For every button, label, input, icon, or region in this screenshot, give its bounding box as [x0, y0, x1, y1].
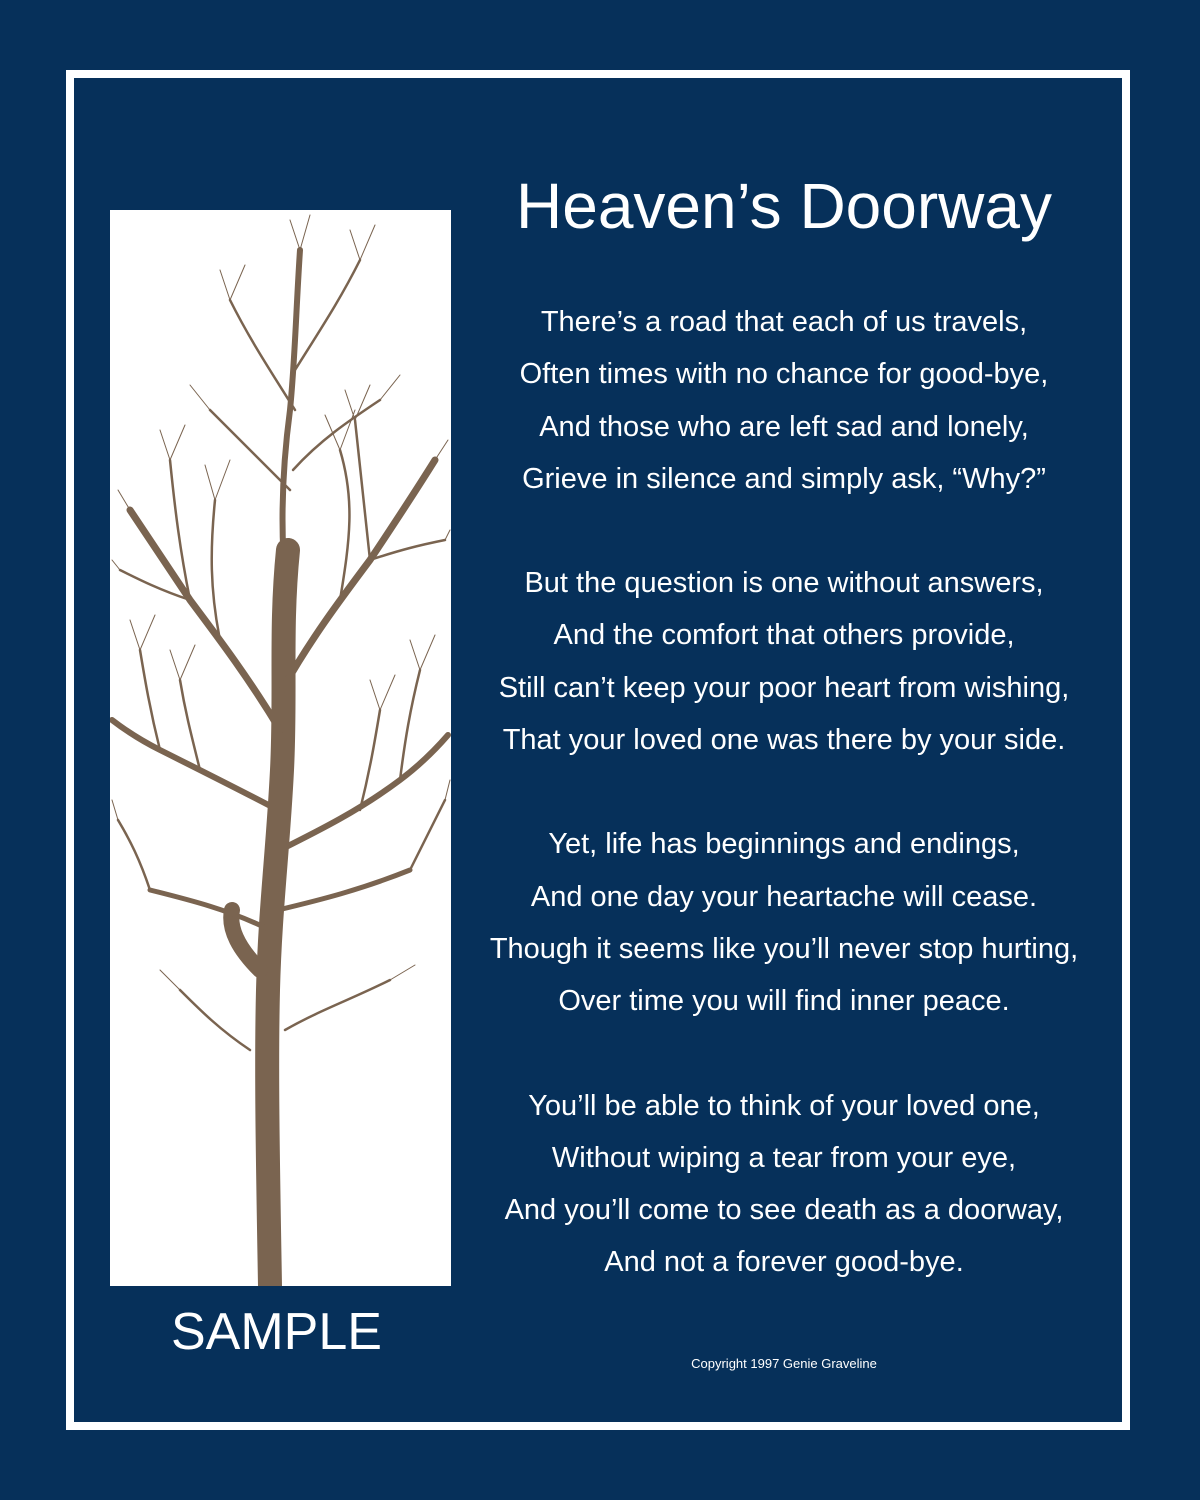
poem-line: Still can’t keep your poor heart from wishing, — [498, 671, 1070, 704]
poem-line: Without wiping a tear from your eye, — [551, 1141, 1017, 1174]
poem-line: And those who are left sad and lonely, — [539, 410, 1029, 443]
poem-line: There’s a road that each of us travels, — [540, 306, 1028, 338]
poem-line: Yet, life has beginnings and endings, — [548, 828, 1020, 861]
poem-line: That your loved one was there by your side. — [502, 724, 1066, 757]
poem-line: But the question is one without answers, — [524, 567, 1044, 600]
poem-line: And not a forever good-bye. — [604, 1246, 964, 1279]
poem-title: Heaven’s Doorway — [516, 170, 1052, 242]
poem-line: And the comfort that others provide, — [553, 619, 1015, 652]
stanza-3 — [455, 818, 1113, 1027]
stanza-4 — [455, 1080, 1113, 1289]
poem-line: You’ll be able to think of your loved one, — [528, 1089, 1040, 1122]
poem-line: And you’ll come to see death as a doorway, — [504, 1194, 1064, 1227]
copyright-notice: Copyright 1997 Genie Graveline — [691, 1356, 877, 1371]
poem-line: Though it seems like you’ll never stop hurting, — [489, 932, 1079, 965]
poem-line: Often times with no chance for good-bye, — [519, 358, 1049, 391]
stanza-2 — [455, 557, 1113, 766]
stanza-1 — [455, 296, 1113, 505]
sample-watermark: SAMPLE — [171, 1303, 382, 1361]
poem-line: Grieve in silence and simply ask, “Why?” — [522, 462, 1046, 495]
bare-tree-photo — [110, 210, 451, 1286]
poem-line: Over time you will find inner peace. — [558, 985, 1010, 1018]
poem-line: And one day your heartache will cease. — [530, 880, 1038, 913]
bare-tree-icon — [110, 210, 451, 1286]
poem-body — [455, 296, 1113, 1341]
